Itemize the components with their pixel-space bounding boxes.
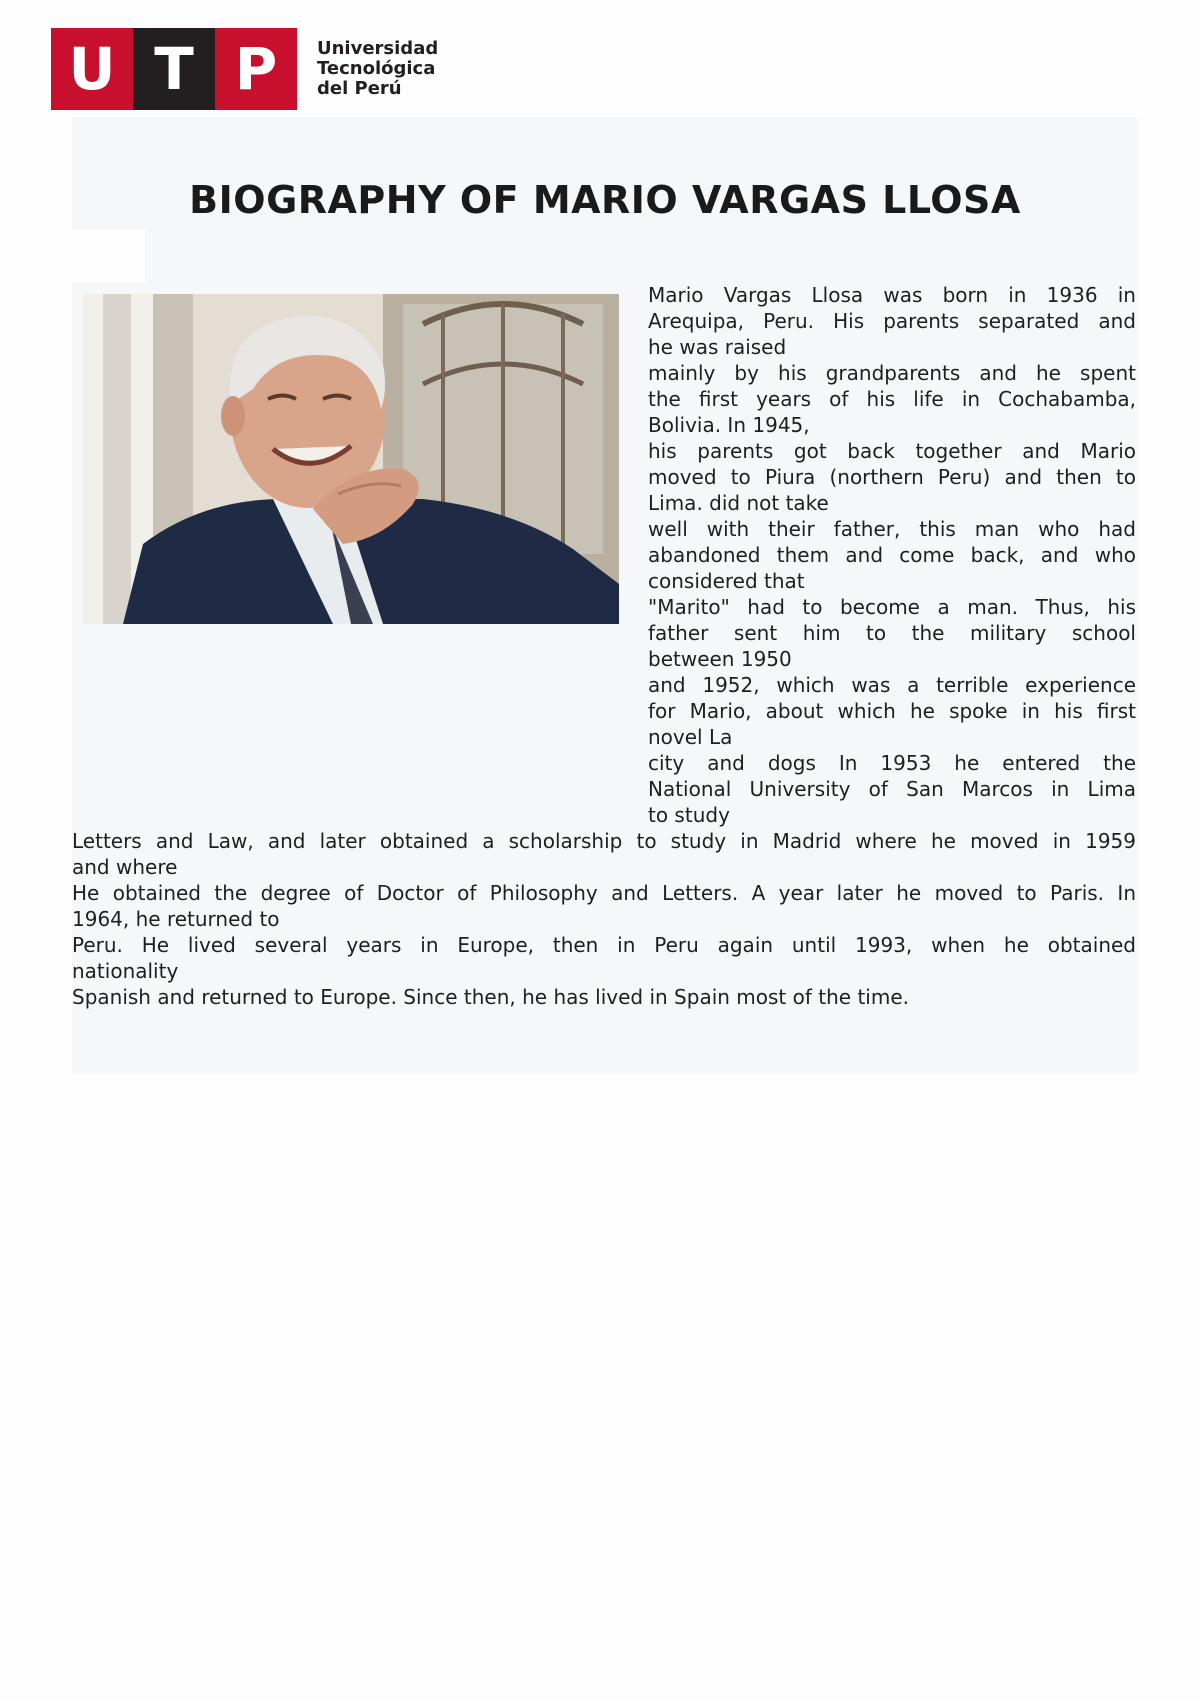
utp-logo (51, 28, 438, 110)
institution-line-1: Universidad (317, 38, 439, 59)
bio-line: well with their father, this man who had (648, 517, 1136, 541)
bio-line: Spanish and returned to Europe. Since then, he has lived in Spain most of the time. (72, 985, 909, 1009)
portrait-illustration (83, 294, 619, 624)
bio-line: and 1952, which was a terrible experience (648, 673, 1136, 697)
logo-mark (51, 28, 297, 110)
bio-line: National University of San Marcos in Lima (648, 777, 1136, 801)
institution-line-3: del Perú (317, 78, 402, 99)
bio-line: Arequipa, Peru. His parents separated and (648, 309, 1136, 333)
portrait-photo (83, 294, 619, 624)
page-title: BIOGRAPHY OF MARIO VARGAS LLOSA (189, 178, 1021, 222)
bio-line: moved to Piura (northern Peru) and then to (648, 465, 1136, 489)
bio-line: between 1950 (648, 647, 792, 671)
bio-line: to study (648, 803, 730, 827)
bio-line: Letters and Law, and later obtained a scholarship to study in Madrid where he moved in 1959 (72, 829, 1136, 853)
bio-line: He obtained the degree of Doctor of Philosophy and Letters. A year later he moved to Paris. In (72, 881, 1136, 905)
bio-line: Mario Vargas Llosa was born in 1936 in (648, 283, 1136, 307)
bio-line: mainly by his grandparents and he spent (648, 361, 1136, 385)
bio-line: he was raised (648, 335, 787, 359)
bio-line: Peru. He lived several years in Europe, then in Peru again until 1993, when he obtained (72, 933, 1136, 957)
logo-letter-u: U (51, 28, 133, 110)
bio-line: and where (72, 855, 178, 879)
title-background-lower (145, 229, 1138, 283)
institution-name (317, 39, 438, 99)
bio-line: 1964, he returned to (72, 907, 280, 931)
institution-line-2: Tecnológica (317, 58, 436, 79)
bio-line: Lima. did not take (648, 491, 829, 515)
bio-line: considered that (648, 569, 805, 593)
logo-letter-p: P (215, 28, 297, 110)
biography-full-width-text (72, 828, 1136, 1010)
bio-line: the first years of his life in Cochabamba, (648, 387, 1136, 411)
bio-line: abandoned them and come back, and who (648, 543, 1136, 567)
bio-line: Bolivia. In 1945, (648, 413, 810, 437)
bio-line: nationality (72, 959, 179, 983)
bio-line: novel La (648, 725, 733, 749)
bio-line: "Marito" had to become a man. Thus, his (648, 595, 1136, 619)
bio-line: his parents got back together and Mario (648, 439, 1136, 463)
bio-line: father sent him to the military school (648, 621, 1136, 645)
bio-line: city and dogs In 1953 he entered the (648, 751, 1136, 775)
logo-letter-t: T (133, 28, 215, 110)
biography-column-text (648, 282, 1136, 828)
bio-line: for Mario, about which he spoke in his first (648, 699, 1136, 723)
